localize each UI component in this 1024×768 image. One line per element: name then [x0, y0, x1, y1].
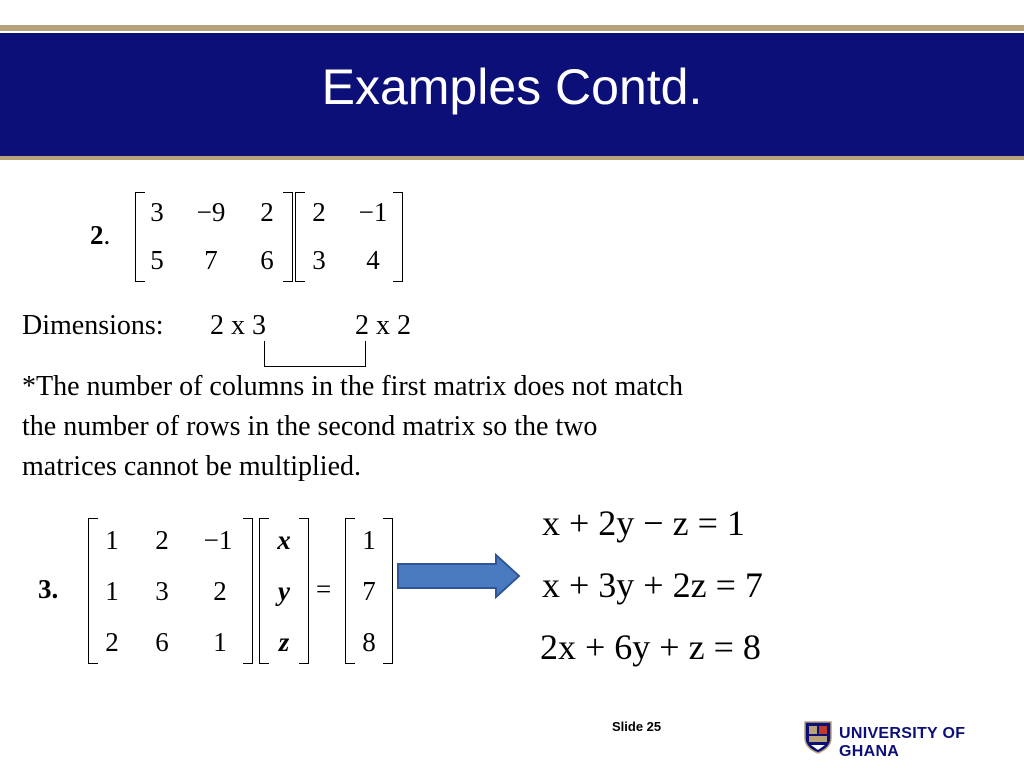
matrix-cell: 2	[105, 627, 119, 657]
slide-number: Slide 25	[612, 719, 662, 734]
matrix-cell: 3	[155, 576, 169, 606]
vector-cell: y	[278, 576, 290, 606]
example-3-label: 3.	[38, 574, 59, 604]
matrix-cell: 5	[150, 245, 164, 275]
matrix-a-2x3	[135, 192, 293, 282]
matrix-cell: 2	[312, 197, 326, 227]
dimension-a: 2 x 3	[210, 310, 266, 341]
equation-1: x + 2y − z = 1	[542, 503, 745, 543]
example-2-number: 2	[90, 220, 104, 250]
vector-cell: 1	[362, 525, 376, 555]
vector-cell: 7	[362, 576, 376, 606]
note-line: the number of rows in the second matrix so the two	[22, 411, 598, 442]
matrix-cell: 1	[213, 627, 227, 657]
right-arrow-icon	[396, 553, 522, 599]
matrix-a-3x3	[88, 518, 253, 664]
note-line: *The number of columns in the first matrix does not match	[22, 371, 683, 402]
matrix-cell: −9	[196, 197, 226, 227]
example-2-label	[90, 220, 110, 251]
matrix-cell: 6	[155, 627, 169, 657]
slide-title: Examples Contd.	[321, 59, 703, 115]
matrix-cell: 6	[260, 245, 274, 275]
note-paragraph	[22, 367, 922, 487]
matrix-cell: 1	[105, 525, 119, 555]
dimension-b: 2 x 2	[355, 310, 411, 341]
vector-cell: z	[278, 627, 290, 657]
dimension-connector	[264, 341, 366, 367]
vector-x	[259, 518, 309, 664]
equation-3: 2x + 6y + z = 8	[540, 627, 761, 667]
matrix-cell: 4	[366, 245, 380, 275]
matrix-cell: 2	[155, 525, 169, 555]
right-bracket	[393, 192, 403, 282]
vector-b	[345, 518, 393, 664]
matrix-cell: 2	[260, 197, 274, 227]
matrix-b-2x2	[295, 192, 403, 282]
matrix-cell: −1	[203, 525, 233, 555]
vector-cell: 8	[362, 627, 376, 657]
note-line: matrices cannot be multiplied.	[22, 451, 362, 482]
matrix-cell: −1	[358, 197, 388, 227]
matrix-cell: 2	[213, 576, 227, 606]
right-bracket	[243, 518, 253, 664]
matrix-cell: 7	[204, 245, 218, 275]
vector-cell: x	[277, 525, 291, 555]
header-accent-line	[0, 25, 1024, 31]
matrix-cell: 3	[312, 245, 326, 275]
example-2-dot: .	[103, 220, 111, 250]
matrix-cell: 1	[105, 576, 119, 606]
university-crest-icon	[803, 720, 833, 754]
dimensions-label: Dimensions:	[22, 310, 164, 341]
matrix-cell: 3	[150, 197, 164, 227]
university-name: UNIVERSITY OF GHANA	[839, 725, 966, 760]
equation-2: x + 3y + 2z = 7	[542, 565, 763, 605]
equals-sign: =	[316, 574, 332, 604]
